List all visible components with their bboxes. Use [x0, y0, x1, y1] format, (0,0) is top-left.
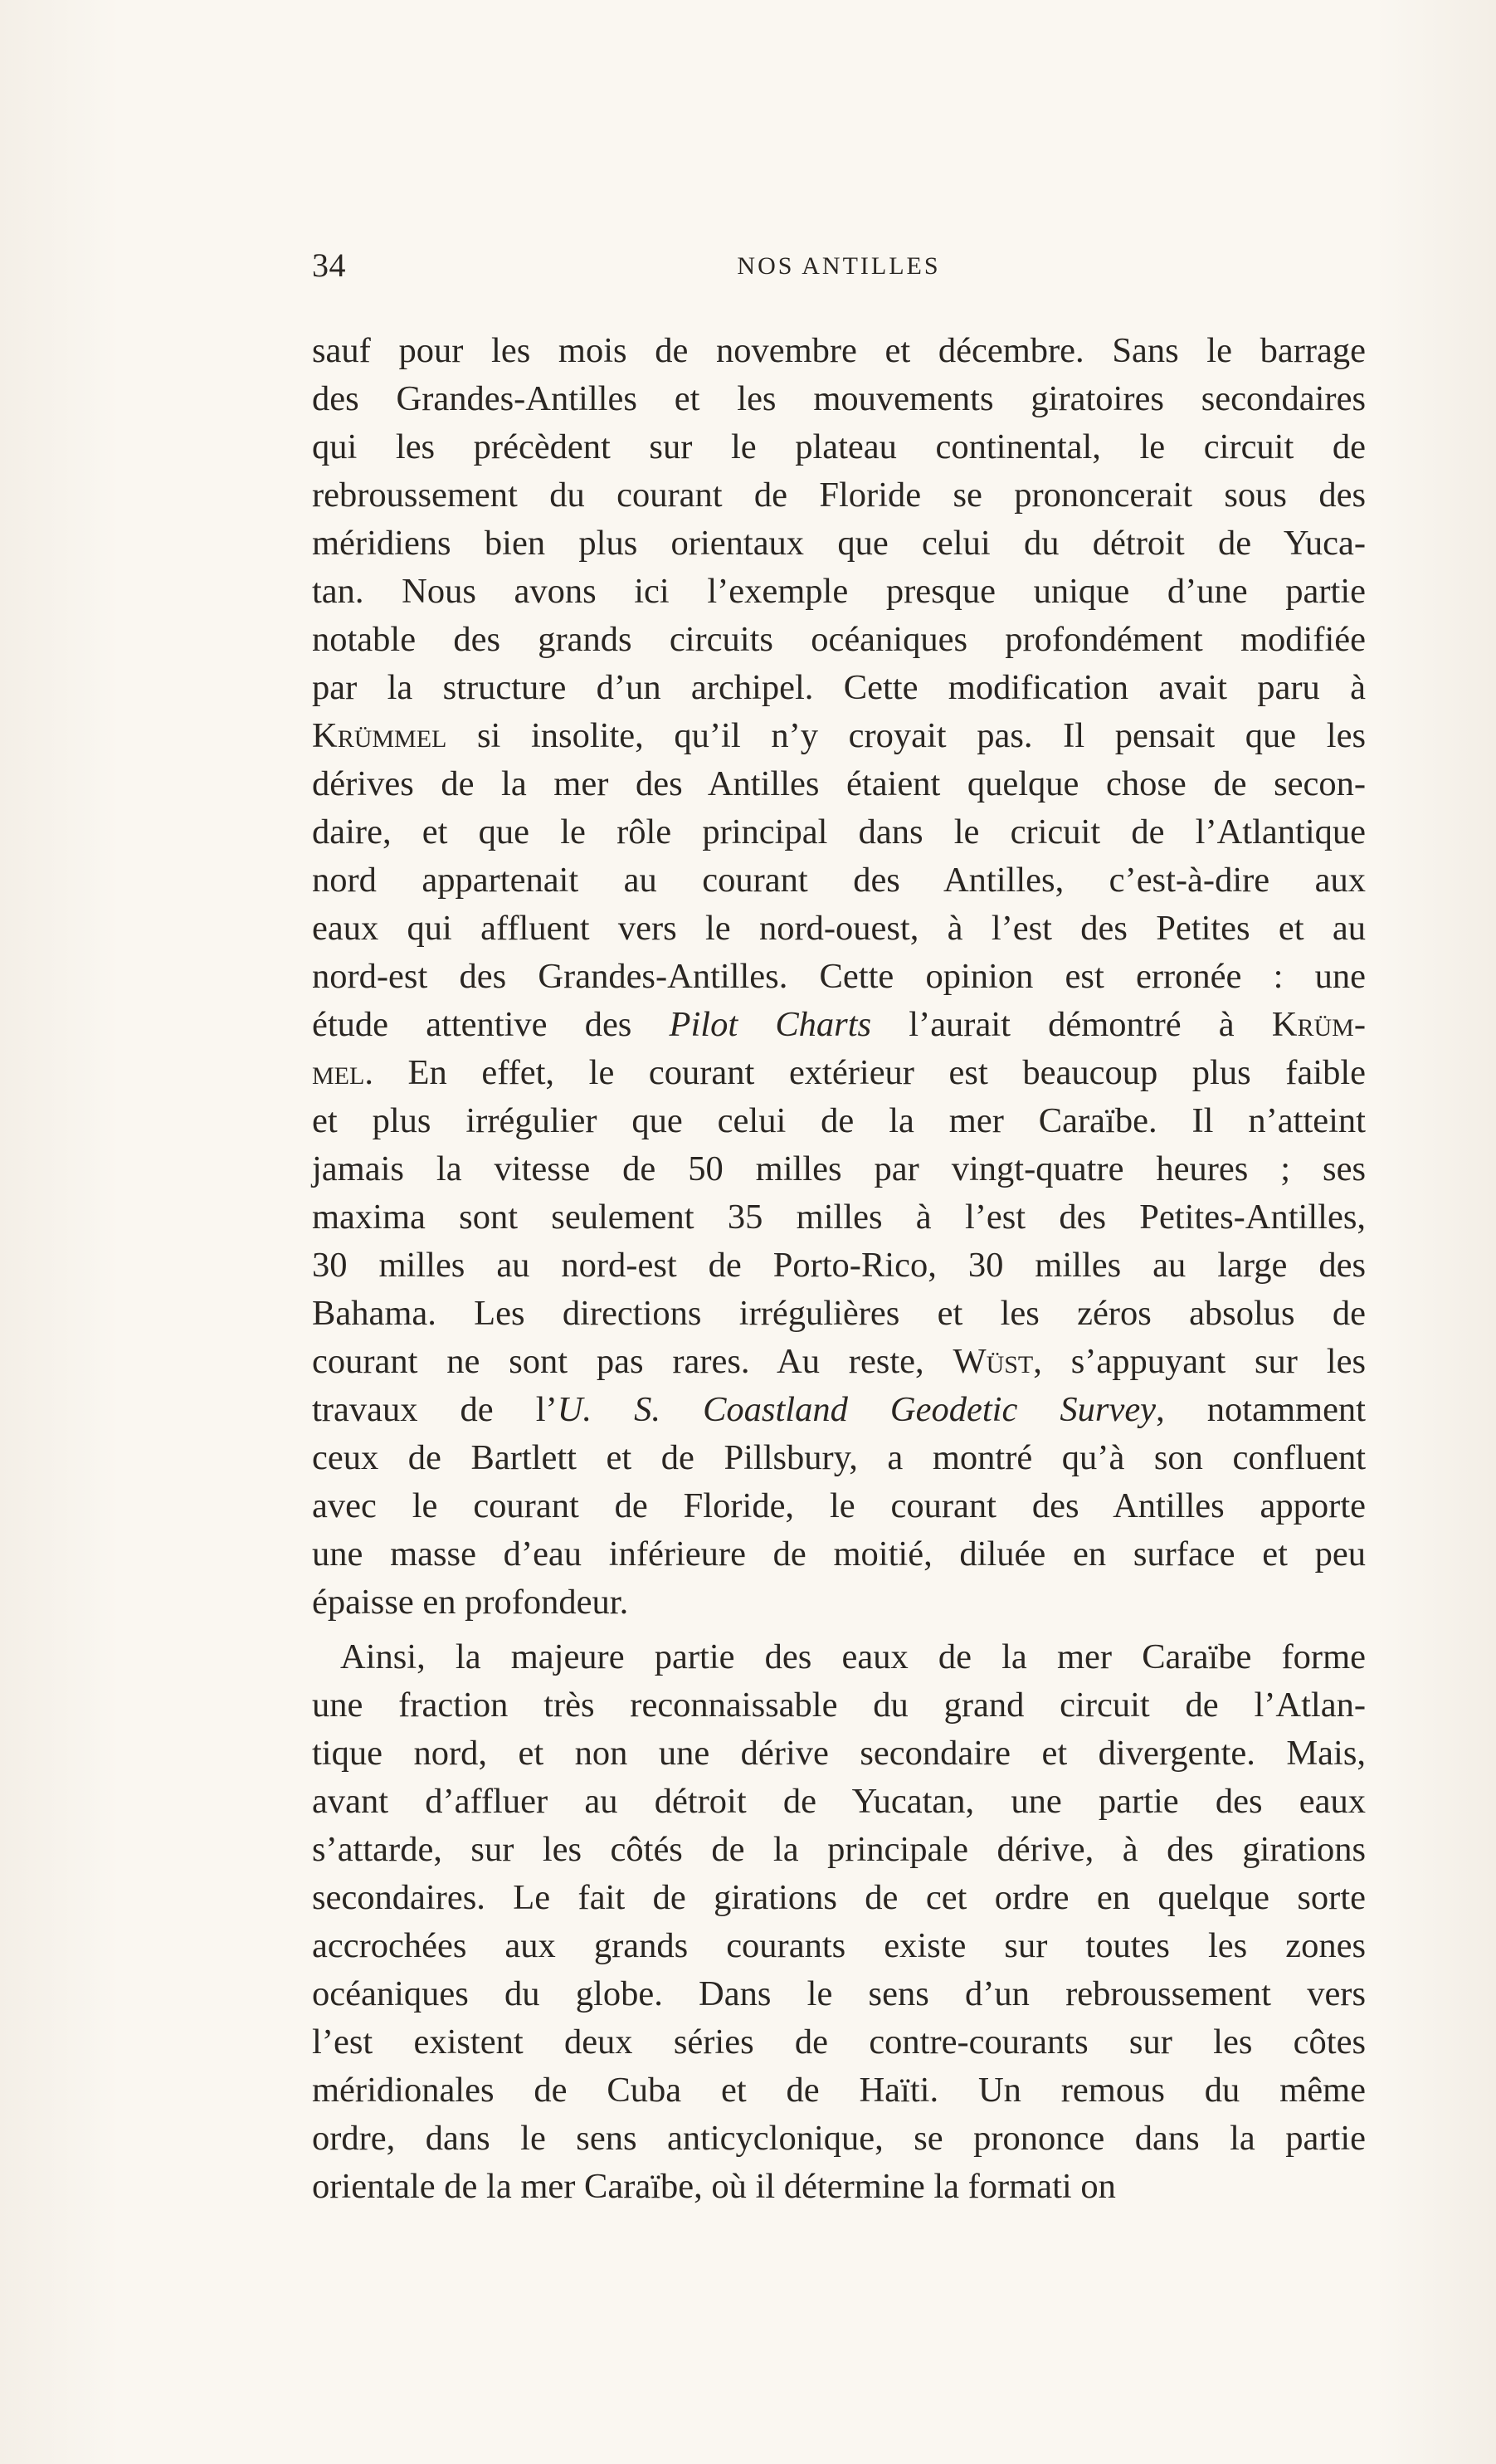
text-line: secondaires. Le fait de girations de cet ordre en quelque sorte	[312, 1878, 1366, 1917]
text-line	[312, 1001, 1366, 1049]
text-segment: si insolite, qu’il n’y croyait pas. Il pensait que les	[446, 716, 1366, 755]
publication-title: U. S. Coastland Geodetic Survey	[557, 1390, 1157, 1429]
text-line: maxima sont seulement 35 milles à l’est des Petites-Antilles,	[312, 1198, 1366, 1237]
paragraph-start-line: Ainsi, la majeure partie des eaux de la mer Caraïbe forme	[340, 1637, 1366, 1676]
text-line	[312, 1049, 1366, 1097]
text-line: accrochées aux grands courants existe sur toutes les zones	[312, 1926, 1366, 1965]
text-line: par la structure d’un archipel. Cette modification avait paru à	[312, 668, 1366, 707]
text-segment: , notamment	[1156, 1390, 1366, 1429]
running-title: NOS ANTILLES	[737, 252, 941, 280]
text-line: une masse d’eau inférieure de moitié, diluée en surface et peu	[312, 1535, 1366, 1574]
page-number: 34	[312, 246, 346, 284]
text-line: ceux de Bartlett et de Pillsbury, a montré qu’à son confluent	[312, 1438, 1366, 1477]
text-line: des Grandes-Antilles et les mouvements giratoires secondaires	[312, 379, 1366, 418]
text-line: orientale de la mer Caraïbe, où il détermine la formati on	[312, 2167, 1116, 2206]
text-line: jamais la vitesse de 50 milles par vingt-quatre heures ; ses	[312, 1149, 1366, 1188]
text-segment: étude attentive des	[312, 1005, 670, 1044]
text-line: daire, et que le rôle principal dans le cricuit de l’Atlantique	[312, 812, 1366, 851]
author-name: mel	[312, 1053, 365, 1092]
text-line: nord appartenait au courant des Antilles, c’est-à-dire aux	[312, 861, 1366, 900]
text-line: nord-est des Grandes-Antilles. Cette opinion est erronée : une	[312, 957, 1366, 996]
text-line: une fraction très reconnaissable du grand circuit de l’Atlan-	[312, 1686, 1366, 1725]
text-line: notable des grands circuits océaniques profondément modifiée	[312, 620, 1366, 659]
text-line: avant d’affluer au détroit de Yucatan, une partie des eaux	[312, 1782, 1366, 1821]
text-line: eaux qui affluent vers le nord-ouest, à l’est des Petites et au	[312, 909, 1366, 948]
author-name: Krümmel	[312, 716, 447, 755]
text-line: océaniques du globe. Dans le sens d’un rebroussement vers	[312, 1974, 1366, 2013]
text-line: méridiens bien plus orientaux que celui du détroit de Yuca-	[312, 524, 1366, 563]
text-line: dérives de la mer des Antilles étaient quelque chose de secon-	[312, 764, 1366, 803]
text-line: qui les précèdent sur le plateau continental, le circuit de	[312, 427, 1366, 466]
text-segment: l’aurait démontré à	[871, 1005, 1272, 1044]
text-line: s’attarde, sur les côtés de la principale dérive, à des girations	[312, 1830, 1366, 1869]
text-line: et plus irrégulier que celui de la mer Caraïbe. Il n’atteint	[312, 1101, 1366, 1140]
text-line: l’est existent deux séries de contre-courants sur les côtes	[312, 2022, 1366, 2061]
text-segment: courant ne sont pas rares. Au reste,	[312, 1342, 953, 1381]
text-line: ordre, dans le sens anticyclonique, se prononce dans la partie	[312, 2119, 1366, 2158]
body-text	[312, 327, 1366, 2211]
author-name: Krüm-	[1271, 1005, 1366, 1044]
text-line: tique nord, et non une dérive secondaire et divergente. Mais,	[312, 1734, 1366, 1773]
page-header	[312, 246, 1366, 292]
publication-title: Pilot Charts	[669, 1005, 872, 1044]
text-line: avec le courant de Floride, le courant des Antilles apporte	[312, 1486, 1366, 1525]
author-name: Wüst	[953, 1342, 1034, 1381]
text-line: Bahama. Les directions irrégulières et les zéros absolus de	[312, 1294, 1366, 1333]
text-line	[312, 1386, 1366, 1434]
text-line	[312, 712, 1366, 760]
text-segment: travaux de l’	[312, 1390, 558, 1429]
text-line: tan. Nous avons ici l’exemple presque unique d’une partie	[312, 572, 1366, 611]
text-line: 30 milles au nord-est de Porto-Rico, 30 milles au large des	[312, 1246, 1366, 1285]
paragraph-end-line: épaisse en profondeur.	[312, 1583, 629, 1622]
text-segment: . En effet, le courant extérieur est beaucoup plus faible	[364, 1053, 1366, 1092]
text-line: sauf pour les mois de novembre et décembre. Sans le barrage	[312, 331, 1366, 370]
text-line: méridionales de Cuba et de Haïti. Un remous du même	[312, 2071, 1366, 2110]
text-segment: , s’appuyant sur les	[1033, 1342, 1366, 1381]
text-line	[312, 1338, 1366, 1386]
text-line: rebroussement du courant de Floride se prononcerait sous des	[312, 476, 1366, 515]
